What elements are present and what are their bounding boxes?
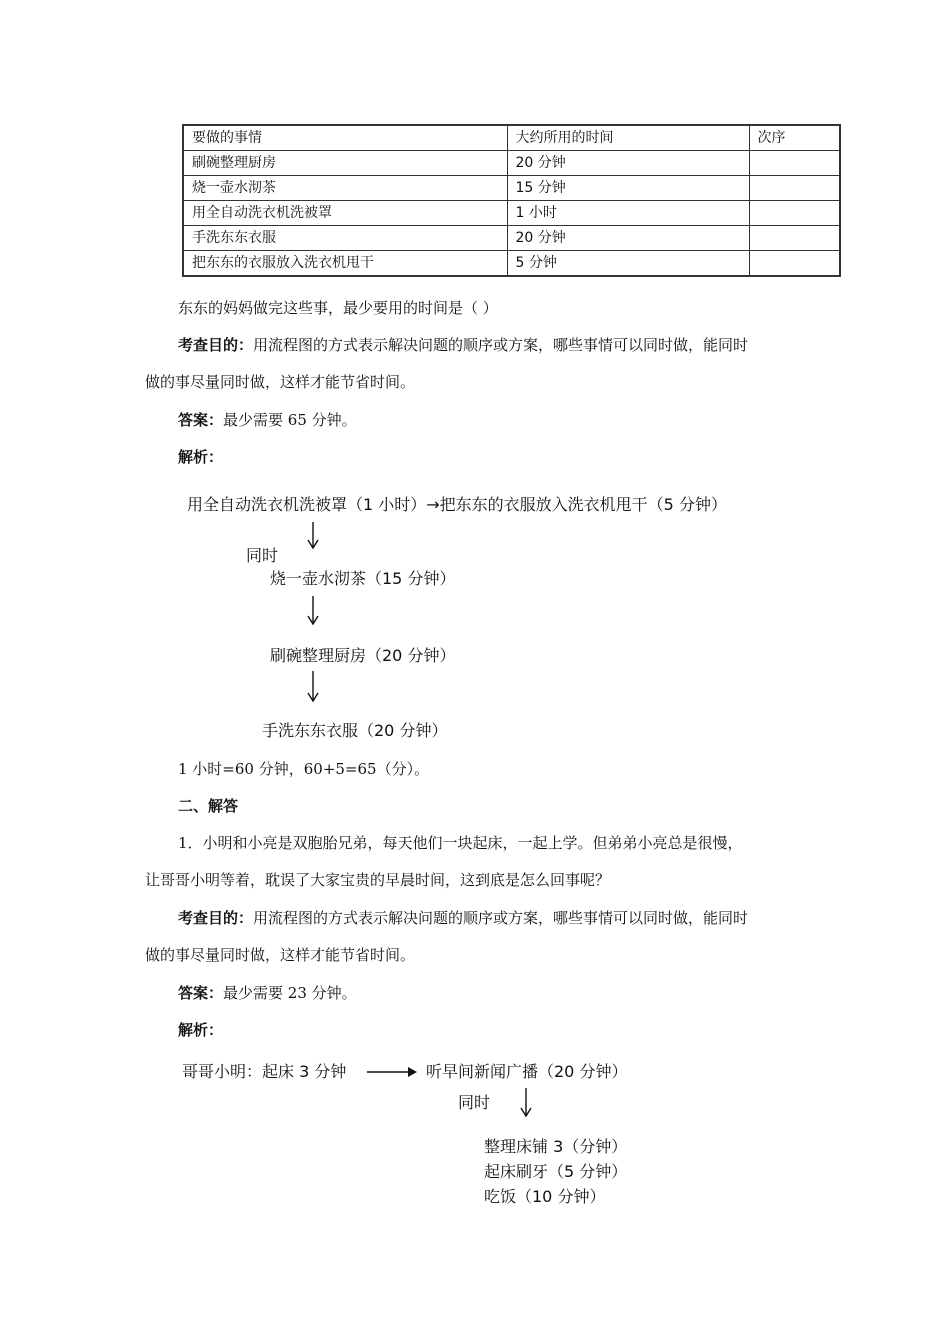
down-arrow-icon xyxy=(305,671,321,703)
down-arrow-icon xyxy=(305,596,321,626)
answer-label: 答案： xyxy=(178,984,224,1002)
purpose-label: 考查目的： xyxy=(178,336,254,354)
table-cell: 用全自动洗衣机洗被罩 xyxy=(183,201,507,226)
table-cell: 5 分钟 xyxy=(507,251,749,277)
down-arrow-icon xyxy=(518,1088,534,1118)
q2-line1: 1．小明和小亮是双胞胎兄弟，每天他们一块起床，一起上学。但弟弟小亮总是很慢， xyxy=(178,834,743,852)
table-cell: 手洗东东衣服 xyxy=(183,226,507,251)
table-cell: 20 分钟 xyxy=(507,226,749,251)
table-cell: 把东东的衣服放入洗衣机甩干 xyxy=(183,251,507,277)
purpose-label: 考查目的： xyxy=(178,909,254,927)
flow2-item1: 整理床铺 3（分钟） xyxy=(484,1137,628,1156)
flow2-item3: 吃饭（10 分钟） xyxy=(484,1187,606,1206)
table-row xyxy=(183,151,840,176)
down-arrow-icon xyxy=(305,522,321,550)
table-header-cell: 要做的事情 xyxy=(183,125,507,151)
q1-calc: 1 小时=60 分钟，60+5=65（分）。 xyxy=(178,760,430,778)
table-header-row xyxy=(183,125,840,151)
table-cell xyxy=(749,251,840,277)
table-row xyxy=(183,251,840,277)
flow1-simultaneous: 同时 xyxy=(246,546,279,565)
section2-title: 二、解答 xyxy=(178,797,239,815)
table-cell xyxy=(749,176,840,201)
q2-purpose-line1 xyxy=(178,907,748,929)
table-cell: 15 分钟 xyxy=(507,176,749,201)
q2-purpose-line2: 做的事尽量同时做，这样才能节省时间。 xyxy=(145,946,416,964)
flow2-simultaneous: 同时 xyxy=(458,1093,491,1112)
table-cell xyxy=(749,151,840,176)
q2-line2: 让哥哥小明等着，耽误了大家宝贵的早晨时间，这到底是怎么回事呢？ xyxy=(145,871,611,889)
q1-answer xyxy=(178,409,357,431)
table-header-cell: 次序 xyxy=(749,125,840,151)
flow1-line1: 用全自动洗衣机洗被罩（1 小时）→把东东的衣服放入洗衣机甩干（5 分钟） xyxy=(187,495,727,514)
flow2-left: 哥哥小明：起床 3 分钟 xyxy=(182,1062,347,1081)
purpose-text: 用流程图的方式表示解决问题的顺序或方案，哪些事情可以同时做，能同时 xyxy=(253,909,749,927)
table-cell: 刷碗整理厨房 xyxy=(183,151,507,176)
flow1-step4: 手洗东东衣服（20 分钟） xyxy=(262,721,448,740)
table-cell: 1 小时 xyxy=(507,201,749,226)
q1-question: 东东的妈妈做完这些事，最少要用的时间是（ ） xyxy=(178,299,498,317)
answer-text: 最少需要 65 分钟。 xyxy=(223,411,357,429)
table-cell: 20 分钟 xyxy=(507,151,749,176)
table-cell: 烧一壶水沏茶 xyxy=(183,176,507,201)
purpose-text: 用流程图的方式表示解决问题的顺序或方案，哪些事情可以同时做，能同时 xyxy=(253,336,749,354)
table-cell xyxy=(749,226,840,251)
table-row xyxy=(183,201,840,226)
flow2-right: 听早间新闻广播（20 分钟） xyxy=(426,1062,628,1081)
right-arrow-icon xyxy=(367,1064,419,1080)
table-cell xyxy=(749,201,840,226)
q2-analysis-label: 解析： xyxy=(178,1021,224,1039)
flow1-step3: 刷碗整理厨房（20 分钟） xyxy=(270,646,456,665)
task-table xyxy=(182,124,841,277)
table-row xyxy=(183,176,840,201)
q1-purpose-line1 xyxy=(178,334,748,356)
q1-analysis-label: 解析： xyxy=(178,448,224,466)
q1-purpose-line2: 做的事尽量同时做，这样才能节省时间。 xyxy=(145,373,416,391)
q2-answer xyxy=(178,982,357,1004)
flow2-item2: 起床刷牙（5 分钟） xyxy=(484,1162,628,1181)
answer-text: 最少需要 23 分钟。 xyxy=(223,984,357,1002)
table-header-cell: 大约所用的时间 xyxy=(507,125,749,151)
flow1-step2: 烧一壶水沏茶（15 分钟） xyxy=(270,569,456,588)
answer-label: 答案： xyxy=(178,411,224,429)
table-row xyxy=(183,226,840,251)
